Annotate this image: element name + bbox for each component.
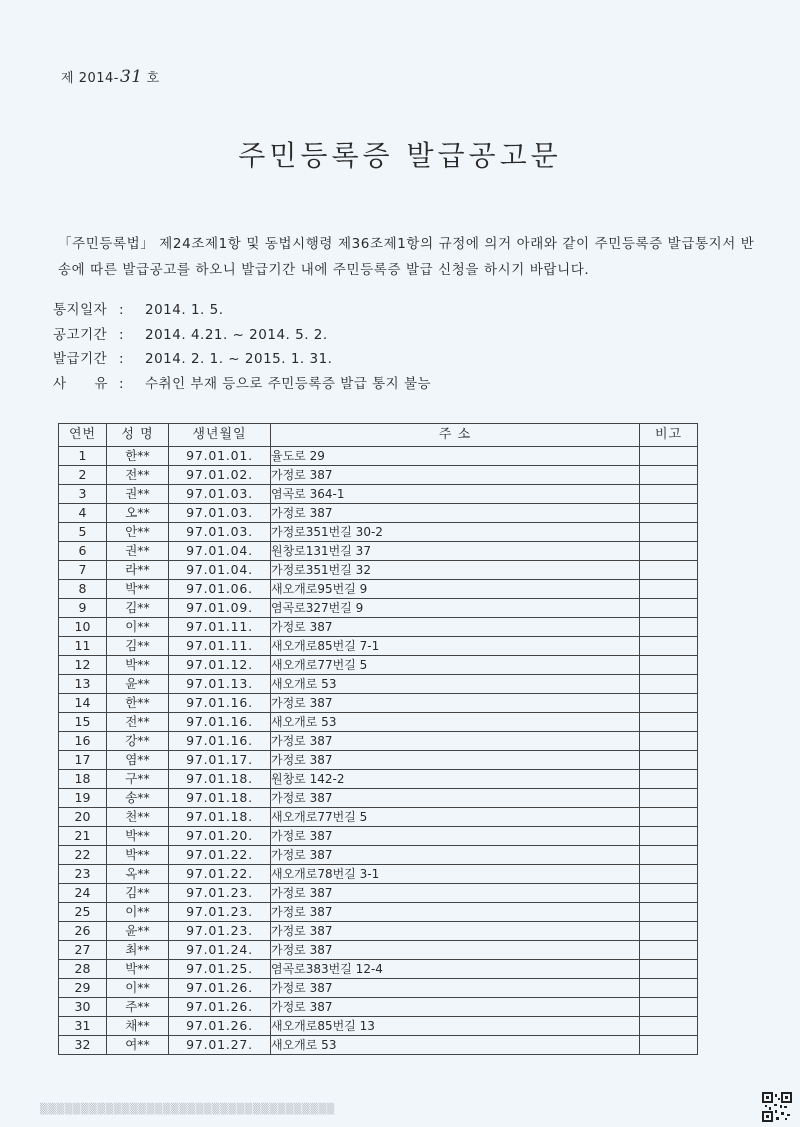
row-birthdate: 97.01.11.: [169, 637, 271, 656]
table-row: [59, 922, 698, 941]
row-birthdate: 97.01.26.: [169, 1017, 271, 1036]
info-row-notice-date: [53, 298, 431, 323]
document-number: [61, 67, 160, 87]
table-row: [59, 523, 698, 542]
row-number: 14: [59, 694, 107, 713]
row-note: [640, 580, 698, 599]
row-number: 29: [59, 979, 107, 998]
header-number: 연번: [59, 424, 107, 447]
row-birthdate: 97.01.04.: [169, 542, 271, 561]
row-address: 염곡로 364-1: [271, 485, 640, 504]
row-note: [640, 466, 698, 485]
info-label: 공고기간: [53, 326, 108, 343]
row-address: 원창로 142-2: [271, 770, 640, 789]
row-note: [640, 504, 698, 523]
row-note: [640, 637, 698, 656]
row-address: 가정로 387: [271, 979, 640, 998]
row-birthdate: 97.01.25.: [169, 960, 271, 979]
row-address: 원창로131번길 37: [271, 542, 640, 561]
row-name: 천**: [107, 808, 169, 827]
row-birthdate: 97.01.16.: [169, 713, 271, 732]
table-header-row: [59, 424, 698, 447]
row-number: 16: [59, 732, 107, 751]
row-number: 13: [59, 675, 107, 694]
row-name: 윤**: [107, 675, 169, 694]
row-address: 가정로351번길 32: [271, 561, 640, 580]
row-birthdate: 97.01.20.: [169, 827, 271, 846]
row-note: [640, 656, 698, 675]
row-birthdate: 97.01.16.: [169, 732, 271, 751]
row-note: [640, 789, 698, 808]
row-number: 3: [59, 485, 107, 504]
row-number: 31: [59, 1017, 107, 1036]
table-row: [59, 542, 698, 561]
row-address: 가정로 387: [271, 998, 640, 1017]
row-note: [640, 732, 698, 751]
row-birthdate: 97.01.18.: [169, 808, 271, 827]
row-address: 가정로 387: [271, 694, 640, 713]
row-birthdate: 97.01.06.: [169, 580, 271, 599]
row-number: 12: [59, 656, 107, 675]
row-name: 염**: [107, 751, 169, 770]
row-birthdate: 97.01.18.: [169, 770, 271, 789]
intro-paragraph: 「주민등록법」 제24조제1항 및 동법시행령 제36조제1항의 규정에 의거 아래와 같이 주민등록증 발급통지서 반송에 따른 발급공고를 하오니 발급기간 내에 주민등록증 발급 신청을 하시기 바랍니다.: [58, 236, 755, 278]
table-body: [59, 447, 698, 1055]
row-note: [640, 960, 698, 979]
info-label: 사 유: [53, 375, 109, 392]
row-number: 9: [59, 599, 107, 618]
table-row: [59, 447, 698, 466]
row-birthdate: 97.01.11.: [169, 618, 271, 637]
info-separator: :: [119, 375, 125, 392]
table-row: [59, 884, 698, 903]
header-birthdate: 생년월일: [169, 424, 271, 447]
row-address: 가정로 387: [271, 846, 640, 865]
table-row: [59, 751, 698, 770]
row-number: 18: [59, 770, 107, 789]
table-row: [59, 770, 698, 789]
row-note: [640, 523, 698, 542]
row-note: [640, 751, 698, 770]
row-number: 1: [59, 447, 107, 466]
row-address: 가정로 387: [271, 466, 640, 485]
table-row: [59, 561, 698, 580]
info-label: 통지일자: [53, 302, 108, 318]
row-birthdate: 97.01.13.: [169, 675, 271, 694]
row-birthdate: 97.01.17.: [169, 751, 271, 770]
row-note: [640, 485, 698, 504]
table-row: [59, 713, 698, 732]
row-address: 새오개로78번길 3-1: [271, 865, 640, 884]
table-row: [59, 960, 698, 979]
row-number: 21: [59, 827, 107, 846]
row-name: 채**: [107, 1017, 169, 1036]
header-note: 비고: [640, 424, 698, 447]
row-birthdate: 97.01.04.: [169, 561, 271, 580]
row-name: 박**: [107, 827, 169, 846]
row-address: 가정로 387: [271, 751, 640, 770]
print-stamp-line: ▒▒▒▒▒▒▒▒▒▒▒▒▒▒▒▒▒▒▒▒▒▒▒▒▒▒▒▒▒▒▒▒▒▒▒▒: [40, 1104, 335, 1115]
info-row-notice-period: [53, 323, 431, 348]
row-number: 22: [59, 846, 107, 865]
row-birthdate: 97.01.16.: [169, 694, 271, 713]
row-number: 17: [59, 751, 107, 770]
table-row: [59, 998, 698, 1017]
row-name: 권**: [107, 485, 169, 504]
table-row: [59, 504, 698, 523]
row-address: 가정로 387: [271, 504, 640, 523]
row-note: [640, 770, 698, 789]
row-name: 라**: [107, 561, 169, 580]
table-row: [59, 903, 698, 922]
table-row: [59, 1017, 698, 1036]
row-note: [640, 846, 698, 865]
row-name: 박**: [107, 656, 169, 675]
table-row: [59, 656, 698, 675]
row-number: 28: [59, 960, 107, 979]
row-number: 2: [59, 466, 107, 485]
row-number: 5: [59, 523, 107, 542]
row-birthdate: 97.01.23.: [169, 903, 271, 922]
table-row: [59, 827, 698, 846]
row-name: 전**: [107, 466, 169, 485]
row-number: 30: [59, 998, 107, 1017]
table-row: [59, 865, 698, 884]
row-note: [640, 979, 698, 998]
table-row: [59, 675, 698, 694]
row-note: [640, 808, 698, 827]
row-birthdate: 97.01.09.: [169, 599, 271, 618]
recipient-table: [58, 423, 698, 1055]
row-name: 안**: [107, 523, 169, 542]
row-number: 6: [59, 542, 107, 561]
table-row: [59, 1036, 698, 1055]
row-note: [640, 1017, 698, 1036]
row-number: 10: [59, 618, 107, 637]
row-name: 구**: [107, 770, 169, 789]
row-number: 7: [59, 561, 107, 580]
table-row: [59, 618, 698, 637]
row-birthdate: 97.01.03.: [169, 504, 271, 523]
row-birthdate: 97.01.03.: [169, 485, 271, 504]
table-row: [59, 979, 698, 998]
row-note: [640, 675, 698, 694]
row-address: 새오개로77번길 5: [271, 808, 640, 827]
row-note: [640, 447, 698, 466]
row-birthdate: 97.01.23.: [169, 922, 271, 941]
row-note: [640, 542, 698, 561]
row-address: 새오개로85번길 7-1: [271, 637, 640, 656]
row-number: 11: [59, 637, 107, 656]
row-name: 옥**: [107, 865, 169, 884]
row-birthdate: 97.01.18.: [169, 789, 271, 808]
row-note: [640, 941, 698, 960]
row-birthdate: 97.01.03.: [169, 523, 271, 542]
row-address: 가정로 387: [271, 903, 640, 922]
table-row: [59, 846, 698, 865]
row-address: 가정로 387: [271, 789, 640, 808]
row-name: 윤**: [107, 922, 169, 941]
table-row: [59, 466, 698, 485]
table-row: [59, 485, 698, 504]
row-address: 율도로 29: [271, 447, 640, 466]
row-address: 새오개로 53: [271, 1036, 640, 1055]
row-birthdate: 97.01.12.: [169, 656, 271, 675]
table-row: [59, 941, 698, 960]
qr-code-icon: [762, 1092, 792, 1122]
row-number: 19: [59, 789, 107, 808]
row-name: 이**: [107, 903, 169, 922]
row-name: 김**: [107, 884, 169, 903]
row-address: 가정로 387: [271, 827, 640, 846]
row-birthdate: 97.01.01.: [169, 447, 271, 466]
document-number-handwritten: 31: [119, 67, 143, 87]
row-birthdate: 97.01.27.: [169, 1036, 271, 1055]
row-name: 오**: [107, 504, 169, 523]
row-name: 박**: [107, 846, 169, 865]
row-address: 염곡로327번길 9: [271, 599, 640, 618]
row-note: [640, 713, 698, 732]
row-number: 32: [59, 1036, 107, 1055]
row-number: 24: [59, 884, 107, 903]
row-address: 가정로351번길 30-2: [271, 523, 640, 542]
info-separator: :: [119, 302, 125, 318]
table-row: [59, 694, 698, 713]
notice-info: [53, 298, 431, 396]
row-address: 가정로 387: [271, 732, 640, 751]
row-note: [640, 865, 698, 884]
row-note: [640, 618, 698, 637]
row-number: 27: [59, 941, 107, 960]
row-birthdate: 97.01.24.: [169, 941, 271, 960]
document-number-prefix: 제 2014-: [61, 71, 119, 86]
info-row-issue-period: [53, 347, 431, 372]
row-note: [640, 694, 698, 713]
row-name: 이**: [107, 979, 169, 998]
row-birthdate: 97.01.22.: [169, 846, 271, 865]
row-name: 한**: [107, 694, 169, 713]
row-note: [640, 998, 698, 1017]
row-name: 박**: [107, 960, 169, 979]
row-name: 한**: [107, 447, 169, 466]
page-title: 주민등록증 발급공고문: [238, 139, 562, 172]
row-address: 가정로 387: [271, 884, 640, 903]
row-name: 주**: [107, 998, 169, 1017]
info-value: 2014. 2. 1. ~ 2015. 1. 31.: [145, 351, 333, 367]
row-name: 강**: [107, 732, 169, 751]
row-address: 새오개로 53: [271, 675, 640, 694]
table-row: [59, 599, 698, 618]
table-row: [59, 789, 698, 808]
header-name: 성 명: [107, 424, 169, 447]
row-name: 김**: [107, 637, 169, 656]
info-label: 발급기간: [53, 351, 108, 367]
row-note: [640, 922, 698, 941]
table-row: [59, 732, 698, 751]
row-name: 여**: [107, 1036, 169, 1055]
row-number: 26: [59, 922, 107, 941]
row-number: 4: [59, 504, 107, 523]
row-address: 새오개로77번길 5: [271, 656, 640, 675]
row-birthdate: 97.01.02.: [169, 466, 271, 485]
row-name: 박**: [107, 580, 169, 599]
row-name: 이**: [107, 618, 169, 637]
document-number-suffix: 호: [146, 71, 160, 86]
row-name: 송**: [107, 789, 169, 808]
row-address: 새오개로 53: [271, 713, 640, 732]
table-row: [59, 637, 698, 656]
info-separator: :: [119, 326, 125, 343]
info-row-reason: [53, 372, 431, 397]
row-note: [640, 1036, 698, 1055]
info-value: 2014. 1. 5.: [145, 302, 224, 318]
row-number: 20: [59, 808, 107, 827]
row-note: [640, 599, 698, 618]
row-number: 15: [59, 713, 107, 732]
row-address: 가정로 387: [271, 941, 640, 960]
row-number: 8: [59, 580, 107, 599]
row-name: 김**: [107, 599, 169, 618]
row-number: 25: [59, 903, 107, 922]
row-number: 23: [59, 865, 107, 884]
row-note: [640, 827, 698, 846]
header-address: 주 소: [271, 424, 640, 447]
row-address: 새오개로95번길 9: [271, 580, 640, 599]
row-birthdate: 97.01.26.: [169, 979, 271, 998]
table-row: [59, 808, 698, 827]
info-value: 수취인 부재 등으로 주민등록증 발급 통지 불능: [145, 375, 432, 392]
info-value: 2014. 4.21. ~ 2014. 5. 2.: [145, 326, 328, 343]
row-birthdate: 97.01.23.: [169, 884, 271, 903]
row-address: 가정로 387: [271, 922, 640, 941]
row-note: [640, 884, 698, 903]
row-birthdate: 97.01.22.: [169, 865, 271, 884]
row-birthdate: 97.01.26.: [169, 998, 271, 1017]
table-row: [59, 580, 698, 599]
row-address: 염곡로383번길 12-4: [271, 960, 640, 979]
row-name: 권**: [107, 542, 169, 561]
row-address: 새오개로85번길 13: [271, 1017, 640, 1036]
row-note: [640, 561, 698, 580]
row-note: [640, 903, 698, 922]
row-address: 가정로 387: [271, 618, 640, 637]
row-name: 최**: [107, 941, 169, 960]
row-name: 전**: [107, 713, 169, 732]
info-separator: :: [119, 351, 125, 367]
